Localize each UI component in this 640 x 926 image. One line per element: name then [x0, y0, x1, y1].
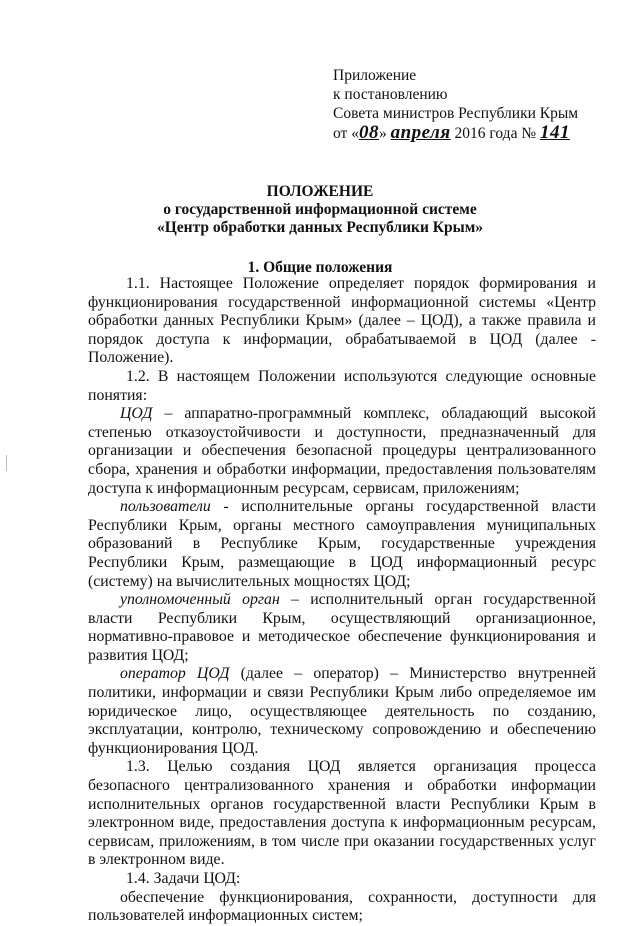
paragraph-1-3: 1.3. Целью создания ЦОД является организация процесса безопасного централизованного хранения и обработки информации исполнительных органов государственной власти Республики Крым в электронном виде, предоставления доступа к информационным ресурсам, сервисам, приложениям, в том числе при оказании государственных услуг в электронном виде.: [88, 758, 596, 869]
appendix-line2: к постановлению: [333, 86, 448, 103]
definition-operator: [88, 665, 596, 758]
date-year: 2016 года №: [450, 125, 540, 142]
definition-term: ЦОД: [120, 405, 153, 423]
definition-authorized-body: [88, 591, 596, 665]
document-subtitle-line1: о государственной информационной системе: [163, 201, 477, 218]
document-body: [88, 275, 596, 926]
resolution-date-line: [333, 123, 623, 143]
definition-text: – аппаратно-программный комплекс, обладающий высокой степенью отказоустойчивости и доступности, предназначенный для организации и обеспечения безопасной процедуры централизованного сбора, хранения и обработки информации, предоставления пользователям доступа к информационным ресурсам, сервисам, приложениям;: [88, 405, 596, 497]
definition-text: - исполнительные органы государственной власти Республики Крым, органы местного самоуправления муниципальных образований в Республике Крым, государственные учреждения Республики Крым, размещающие в ЦОД информационный ресурс (систему) на вычислительных мощностях ЦОД;: [88, 498, 596, 590]
scan-margin-mark: [6, 455, 7, 471]
paragraph-1-4: 1.4. Задачи ЦОД:: [126, 870, 241, 887]
definition-text: (далее – оператор) – Министерство внутренней политики, информации и связи Республики Крым либо определяемое им юридическое лицо, осуществляющее деятельность по созданию, эксплуатации, контролю, техническому сопровождению и обеспечению функционирования ЦОД.: [88, 665, 596, 757]
definition-term: пользователи: [120, 498, 211, 516]
date-prefix: от «: [333, 125, 359, 142]
date-day-handwritten: 08: [358, 122, 379, 143]
resolution-number-handwritten: 141: [540, 122, 570, 143]
definition-users: [88, 498, 596, 591]
paragraph-1-2: 1.2. В настоящем Положении используются следующие основные понятия:: [88, 367, 596, 404]
task-item: обеспечение функционирования, сохранности, доступности для пользователей информационных систем;: [88, 888, 596, 925]
appendix-block: [333, 66, 623, 143]
date-month-handwritten: апреля: [390, 122, 451, 143]
document-title: ПОЛОЖЕНИЕ: [266, 183, 374, 200]
date-mid: »: [378, 125, 391, 142]
definition-text: – исполнительный орган государственной власти Республики Крым, осуществляющий организационное, нормативно-правовое и методическое обеспечение функционирования и развития ЦОД;: [88, 591, 596, 664]
paragraph-1-1: 1.1. Настоящее Положение определяет порядок формирования и функционирования государственной информационной системы «Центр обработки данных Республики Крым» (далее – ЦОД), а также правила и порядок доступа к информации, обрабатываемой в ЦОД (далее - Положение).: [88, 275, 596, 367]
document-subtitle-line2: «Центр обработки данных Республики Крым»: [156, 219, 484, 236]
appendix-line1: Приложение: [333, 67, 417, 84]
definition-term: оператор ЦОД: [120, 665, 230, 683]
section-heading: 1. Общие положения: [247, 259, 393, 276]
appendix-line3: Совета министров Республики Крым: [333, 105, 579, 122]
definition-cod: [88, 405, 596, 498]
definition-term: уполномоченный орган: [120, 591, 280, 609]
